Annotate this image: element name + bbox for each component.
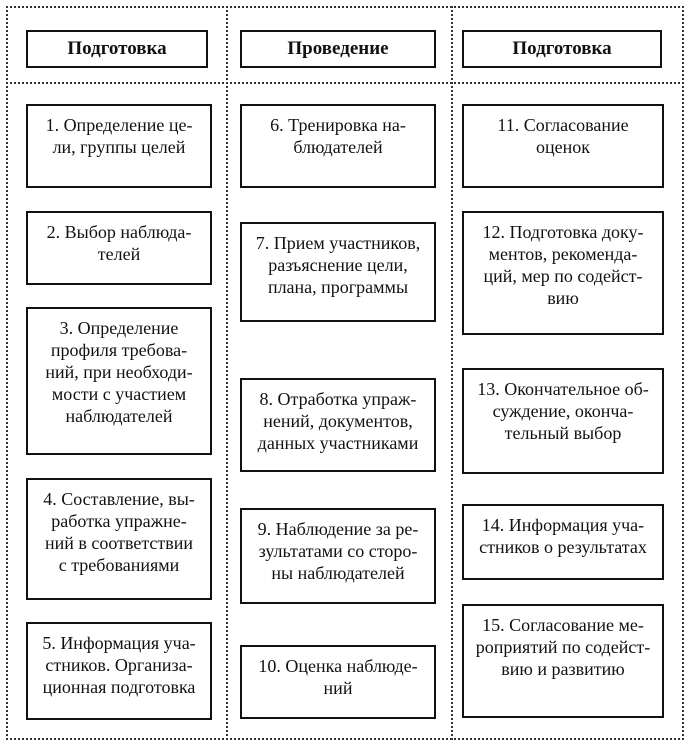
step-13	[462, 368, 664, 474]
step-8	[240, 378, 436, 472]
step-15-text: 15. Согласование ме- роприятий по содейст- вию и развитию	[475, 615, 651, 679]
column-1-header: Подготовка	[26, 30, 208, 68]
step-7	[240, 222, 436, 322]
step-8-text: 8. Отработка упраж- нений, документов, данных участниками	[257, 389, 419, 453]
step-11	[462, 104, 664, 188]
column-3-header: Подготовка	[462, 30, 662, 68]
step-1	[26, 104, 212, 188]
step-2-text: 2. Выбор наблюда- телей	[46, 222, 192, 264]
column-divider-1	[226, 6, 228, 740]
step-13-text: 13. Окончательное об- суждение, оконча- тельный выбор	[477, 379, 649, 443]
step-2	[26, 211, 212, 285]
step-12-text: 12. Подготовка доку- ментов, рекоменда- ций, мер по содейст- вию	[482, 222, 644, 308]
step-9	[240, 508, 436, 604]
column-2-header: Проведение	[240, 30, 436, 68]
step-5	[26, 622, 212, 720]
step-6	[240, 104, 436, 188]
step-14-text: 14. Информация уча- стников о результатах	[479, 515, 647, 557]
step-6-text: 6. Тренировка на- блюдателей	[270, 115, 406, 157]
column-divider-2	[451, 6, 453, 740]
step-10-text: 10. Оценка наблюде- ний	[258, 656, 418, 698]
step-4-text: 4. Составление, вы- работка упражне- ний в соответствии с требованиями	[43, 489, 195, 575]
step-7-text: 7. Прием участников, разъяснение цели, плана, программы	[255, 233, 421, 297]
step-15	[462, 604, 664, 718]
step-3	[26, 307, 212, 455]
step-9-text: 9. Наблюдение за ре- зультатами со сторо- ны наблюдателей	[257, 519, 419, 583]
step-12	[462, 211, 664, 335]
step-5-text: 5. Информация уча- стников. Организа- ционная подготовка	[42, 633, 196, 697]
step-14	[462, 504, 664, 580]
step-11-text: 11. Согласование оценок	[497, 115, 629, 157]
step-3-text: 3. Определение профиля требова- ний, при необходи- мости с участием наблюдателей	[45, 318, 193, 426]
step-10	[240, 645, 436, 719]
step-1-text: 1. Определение це- ли, группы целей	[45, 115, 193, 157]
step-4	[26, 478, 212, 600]
header-divider	[6, 82, 684, 84]
